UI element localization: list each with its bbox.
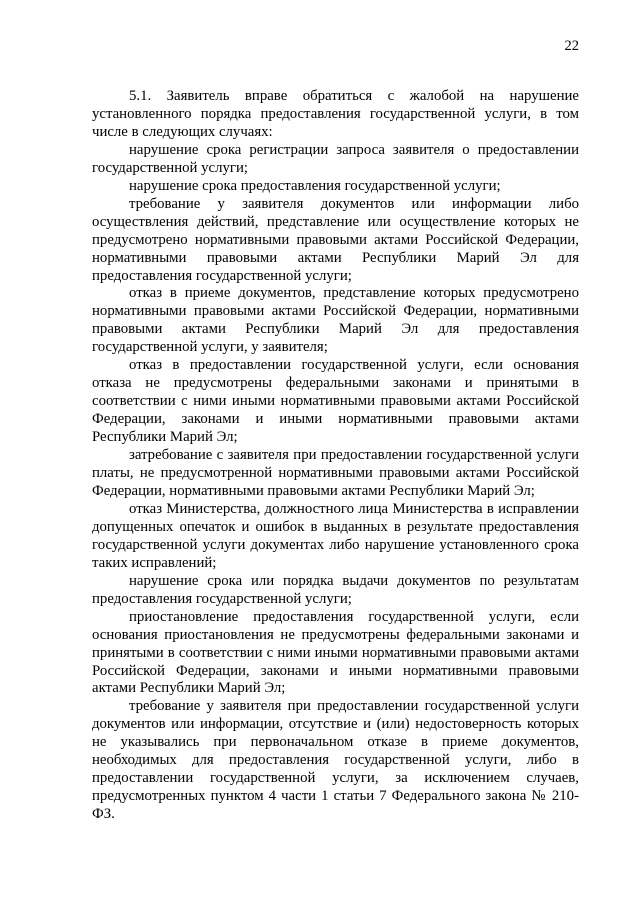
document-body [92,88,579,824]
paragraph-complaint-right: 5.1. Заявитель вправе обратиться с жалобой на нарушение установленного порядка предоставления государственной услуги, в том числе в следующих случаях: [92,88,579,140]
paragraph-extra-documents: требование у заявителя документов или информации либо осуществления действий, представление или осуществление которых не предусмотрено нормативными правовыми актами Российской Федерации, нормативными правовыми актами Республики Марий Эл для предоставления государственной услуги; [92,195,579,284]
page-number: 22 [564,38,579,54]
paragraph-refusal-to-accept: отказ в приеме документов, представление которых предусмотрено нормативными правовыми актами Российской Федерации, нормативными правовыми актами Республики Марий Эл для предоставления государственной услуги, у заявителя; [92,285,579,356]
paragraph-fee-demand: затребование с заявителя при предоставлении государственной услуги платы, не предусмотренной нормативными правовыми актами Российской Федерации, нормативными правовыми актами Республики Марий Эл; [92,447,579,499]
paragraph-service-deadline: нарушение срока предоставления государственной услуги; [129,177,501,194]
paragraph-undisclosed-documents: требование у заявителя при предоставлении государственной услуги документов или информации, отсутствие и (или) недостоверность которых не указывались при первоначальном отказе в приеме документов, необходимых для предоставления государственной услуги, либо в предоставлении государственной услуги, за исключением случаев, предусмотренных пунктом 4 части 1 статьи 7 Федерального закона № 210-ФЗ. [92,698,579,823]
paragraph-registration-deadline: нарушение срока регистрации запроса заявителя о предоставлении государственной услуги; [92,141,579,176]
paragraph-correction-refusal: отказ Министерства, должностного лица Министерства в исправлении допущенных опечаток и ошибок в выданных в результате предоставления государственной услуги документах либо нарушение установленного срока таких исправлений; [92,500,579,571]
paragraph-suspension: приостановление предоставления государственной услуги, если основания приостановления не предусмотрены федеральными законами и принятыми в соответствии с ними иными нормативными правовыми актами Российской Федерации, законами и иными нормативными правовыми актами Республики Марий Эл; [92,608,579,697]
paragraph-refusal-of-service: отказ в предоставлении государственной услуги, если основания отказа не предусмотрены федеральными законами и принятыми в соответствии с ними иными нормативными правовыми актами Российской Федерации, законами и иными нормативными правовыми актами Республики Марий Эл; [92,357,579,446]
paragraph-issuance-violation: нарушение срока или порядка выдачи документов по результатам предоставления государственной услуги; [92,572,579,607]
